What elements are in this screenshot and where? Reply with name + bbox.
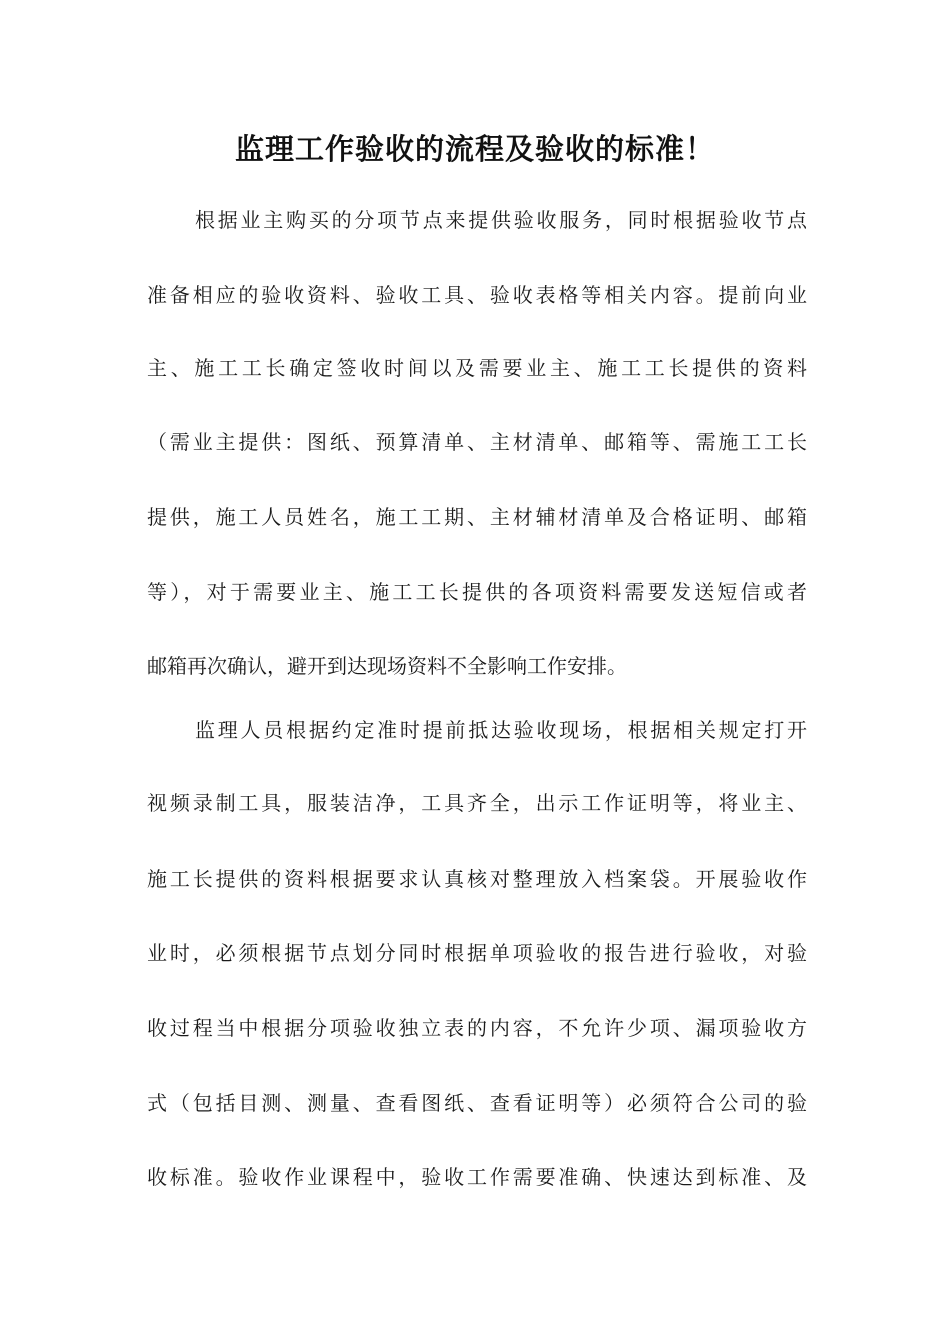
paragraph-1-line-7: 邮箱再次确认，避开到达现场资料不全影响工作安排。 [147,654,627,678]
document-title: 监理工作验收的流程及验收的标准！ [234,132,715,166]
paragraph-1-line-1: 根据业主购买的分项节点来提供验收服务，同时根据验收节点 [195,208,807,232]
paragraph-2-line-2: 视频录制工具，服装洁净，工具齐全，出示工作证明等，将业主、 [147,791,807,815]
paragraph-1-line-2: 准备相应的验收资料、验收工具、验收表格等相关内容。提前向业 [147,283,807,307]
paragraph-2-line-1: 监理人员根据约定准时提前抵达验收现场，根据相关规定打开 [195,718,807,742]
paragraph-2-line-4: 业时，必须根据节点划分同时根据单项验收的报告进行验收，对验 [147,941,807,965]
paragraph-2-line-6: 式（包括目测、测量、查看图纸、查看证明等）必须符合公司的验 [147,1091,807,1115]
paragraph-1-line-6: 等），对于需要业主、施工工长提供的各项资料需要发送短信或者 [147,580,807,604]
paragraph-1-line-4: （需业主提供：图纸、预算清单、主材清单、邮箱等、需施工工长 [147,430,807,454]
paragraph-1-line-3: 主、施工工长确定签收时间以及需要业主、施工工长提供的资料 [147,356,807,380]
paragraph-2-line-7: 收标准。验收作业课程中，验收工作需要准确、快速达到标准、及 [147,1165,807,1189]
paragraph-2-line-5: 收过程当中根据分项验收独立表的内容，不允许少项、漏项验收方 [147,1016,807,1040]
paragraph-2-line-3: 施工长提供的资料根据要求认真核对整理放入档案袋。开展验收作 [147,867,807,891]
paragraph-1-line-5: 提供，施工人员姓名，施工工期、主材辅材清单及合格证明、邮箱 [147,505,807,529]
